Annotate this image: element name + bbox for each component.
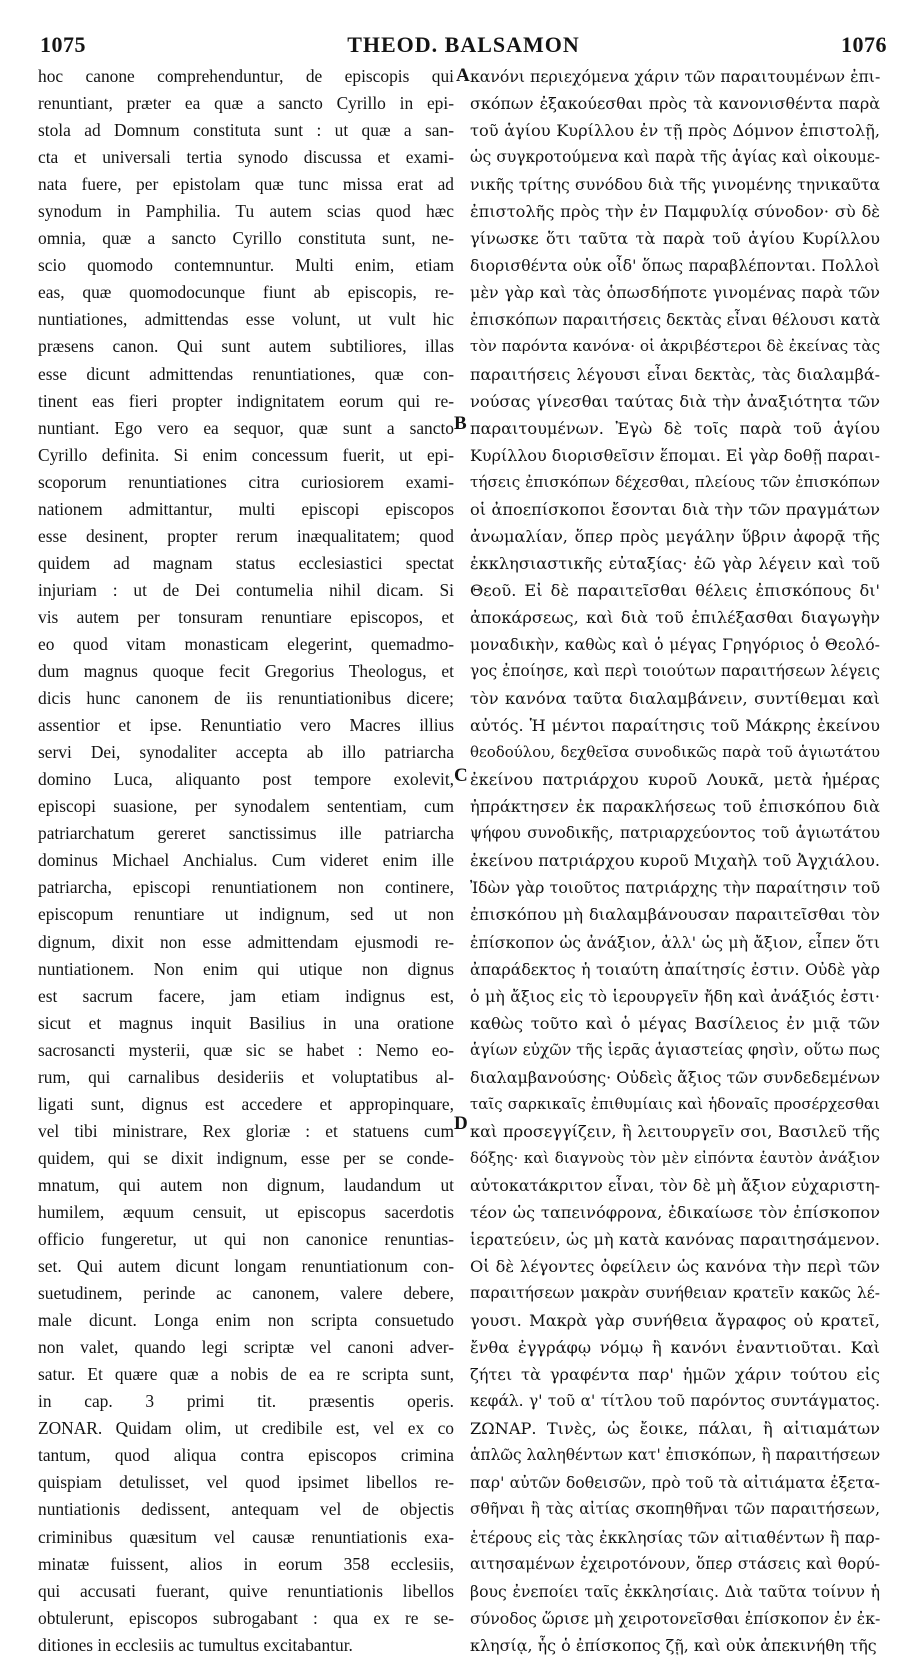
latin-text-line: ditiones in ecclesiis ac tumultus excitabantur. bbox=[38, 1634, 353, 1655]
greek-text-line: ἱερατεύειν, ὡς μὴ κατὰ κανόνας παραιτησάμενον. bbox=[470, 1230, 880, 1250]
greek-text-line: σκόπων ἐξακούεσθαι πρὸς τὰ κανονισθέντα παρὰ bbox=[470, 94, 880, 114]
latin-text-line: patriarcha, episcopi renuntiationem non continere, bbox=[38, 877, 454, 898]
latin-text-line: stola ad Domnum constituta sunt : ut quæ a san- bbox=[38, 120, 454, 141]
latin-text-line: quidem ad magnam status ecclesiastici spectat bbox=[38, 552, 454, 573]
latin-text-line: episcopi suasione, per synodalem sententiam, cum bbox=[38, 796, 454, 817]
greek-text-line: νικῆς τρίτης συνόδου διὰ τῆς γινομένης τηνικαῦτα bbox=[470, 175, 880, 195]
page-number-right: 1076 bbox=[841, 32, 887, 57]
latin-text-line: officio fungeretur, ut qui non canonice renuntias- bbox=[38, 1229, 454, 1250]
greek-text-line: τὸν κανόνα ταῦτα διαλαμβάνειν, συντίθεμαι καὶ bbox=[470, 689, 880, 709]
latin-text-line: domino Luca, aliquanto post tempore exolevit, bbox=[38, 769, 454, 790]
greek-text-line: βους ἐνεποίει ταῖς ἐκκλησίαις. Διὰ ταῦτα τοίνυν ἡ bbox=[470, 1581, 880, 1601]
greek-text-line: τὸν παρόντα κανόνα· οἱ ἀκριβέστεροι δὲ ἐκείνας τὰς bbox=[470, 337, 880, 356]
greek-text-line: γος ἐποίησε, καὶ περὶ τοιούτων παραιτήσεων λέγεις bbox=[470, 662, 880, 681]
greek-text-line: μὲν γὰρ καὶ τὰς ὁπωσδήποτε γινομένας παρὰ τῶν bbox=[470, 283, 880, 303]
greek-text-line: οἱ ἀποεπίσκοποι ἔσονται διὰ τὴν τῶν πραγμάτων bbox=[470, 499, 880, 519]
latin-text-line: nuntiationes, admittendas esse volunt, ut vult hic bbox=[38, 309, 454, 330]
section-marker-b: B bbox=[454, 413, 467, 434]
greek-text-line: μοναδικὴν, καθὼς καὶ ὁ μέγας Γρηγόριος ὁ Θεολό- bbox=[470, 634, 880, 654]
latin-text-line: nuntiationis dedissent, antequam vel de objectis bbox=[38, 1499, 454, 1520]
greek-text-line: ψήφου συνοδικῆς, πατριαρχεύοντος τοῦ ἁγιωτάτου bbox=[470, 824, 880, 843]
greek-text-line: διορισθέντα οὐκ οἶδ' ὅπως παραβλέπονται. Πολλοὶ bbox=[470, 256, 880, 276]
latin-text-line: minatæ fuissent, alios in eorum 358 ecclesiis, bbox=[38, 1553, 454, 1574]
greek-text-line: καὶ προσεγγίζειν, ἢ λειτουργεῖν σοι, Βασιλεῦ τῆς bbox=[470, 1121, 880, 1141]
greek-text-line: τέον ὡς ταπεινόφρονα, ἐδικαίωσε τὸν ἐπίσκοπον bbox=[470, 1202, 880, 1222]
greek-text-line: ἐκείνου πατριάρχου κυροῦ Μιχαὴλ τοῦ Ἀγχιάλου. bbox=[470, 851, 880, 871]
latin-text-line: sicut et magnus inquit Basilius in una oratione bbox=[38, 1012, 454, 1033]
greek-text-line: γουσι. Μακρὰ γὰρ συνήθεια ἄγραφος οὐ κρατεῖ, bbox=[470, 1311, 880, 1331]
greek-text-line: διαλαμβανούσης· Οὐδεὶς ἄξιος τῶν συνδεδεμένων bbox=[470, 1067, 880, 1087]
latin-text-line: renuntiant, præter ea quæ a sancto Cyrillo in epi- bbox=[38, 93, 454, 114]
greek-text-line: παραιτήσεων μακρὰν συνήθειαν κρατεῖν κακῶς λέ- bbox=[470, 1284, 880, 1303]
greek-text-line: ἀπαράδεκτος ἡ τοιαύτη ἀπαίτησίς ἐστιν. Οὐδὲ γὰρ bbox=[470, 959, 880, 979]
latin-text-line: ligati sunt, dignus est accedere et appropinquare, bbox=[38, 1093, 454, 1114]
latin-text-line: dominus Michael Anchialus. Cum videret enim ille bbox=[38, 850, 454, 871]
greek-text-line: Ἰδὼν γὰρ τοιοῦτος πατριάρχης τὴν παραίτησιν τοῦ bbox=[470, 878, 880, 898]
latin-text-line: scoporum renuntiationes citra curiosiorem exami- bbox=[38, 471, 454, 492]
page-number-left: 1075 bbox=[40, 32, 86, 57]
greek-text-line: ἠπράκτησεν ἐκ παρακλήσεως τοῦ ἐπισκόπου διὰ bbox=[470, 797, 880, 817]
greek-text-line: αὐτοκατάκριτον εἶναι, τὸν δὲ μὴ ἄξιον εὐχαριστη- bbox=[470, 1175, 880, 1195]
latin-text-line: synodum in Pamphilia. Tu autem scias quod hæc bbox=[38, 201, 454, 222]
greek-text-line: ΖΩΝΑΡ. Τινὲς, ὡς ἔοικε, πάλαι, ἢ αἰτιαμάτων bbox=[470, 1419, 880, 1439]
greek-text-line: αιτησαμένων ἐχειροτόνουν, ὅπερ στάσεις καὶ θορύ- bbox=[470, 1554, 880, 1573]
greek-text-line: ἐπιστολῆς πρὸς τὴν ἐν Παμφυλίᾳ σύνοδον· σὺ δὲ bbox=[470, 202, 880, 222]
latin-column bbox=[38, 63, 454, 1659]
greek-text-line: καθὼς τοῦτο καὶ ὁ μέγας Βασίλειος ἐν μιᾷ τῶν bbox=[470, 1013, 880, 1033]
latin-text-line: rum, qui carnalibus desideriis et voluptatibus al- bbox=[38, 1066, 454, 1087]
latin-text-line: non valet, quando legi scriptæ vel canoni adver- bbox=[38, 1337, 454, 1358]
latin-text-line: nuntiant. Ego vero ea sequor, quæ sunt a sancto bbox=[38, 417, 454, 438]
greek-text-line: ἐπίσκοπον ὡς ἀνάξιον, ἀλλ' ὡς μὴ ἄξιον, εἶπεν ὅτι bbox=[470, 932, 880, 952]
greek-text-line: ταῖς σαρκικαῖς ἐπιθυμίαις καὶ ἡδοναῖς προσέρχεσθαι bbox=[470, 1094, 880, 1113]
greek-text-line: ὡς συγκροτούμενα καὶ παρὰ τῆς ἁγίας καὶ οἰκουμε- bbox=[470, 148, 880, 167]
greek-text-line: ἔνθα ἐγγράφῳ νόμῳ ἢ κανόνι ἐναντιοῦται. Καὶ bbox=[470, 1338, 880, 1358]
latin-text-line: præsens canon. Qui sunt autem subtiliores, illas bbox=[38, 336, 454, 357]
running-title: THEOD. BALSAMON bbox=[347, 32, 580, 57]
greek-text-line: ἀνωμαλίαν, ὅπερ πρὸς μεγάλην ὕβριν ἀφορᾷ τῆς bbox=[470, 526, 880, 546]
greek-text-line: παραιτήσεις λέγουσι εἶναι δεκτὰς, τὰς διαλαμβά- bbox=[470, 364, 880, 384]
greek-text-line: κεφάλ. γ' τοῦ α' τίτλου τοῦ παρόντος συντάγματος. bbox=[470, 1392, 880, 1411]
latin-text-line: dum magnus quoque fecit Gregorius Theologus, et bbox=[38, 661, 454, 682]
greek-text-line: ἁγίων εὐχῶν τῆς ἱερᾶς ἁγιαστείας φησὶν, οὕτω πως bbox=[470, 1040, 880, 1059]
latin-text-line: vis autem per tonsuram renuntiare episcopos, et bbox=[38, 606, 454, 627]
latin-text-line: sacrosancti mysterii, quæ sic se habet : Nemo eo- bbox=[38, 1039, 454, 1060]
latin-text-line: criminibus quæsitum vel causæ renuntiationis exa- bbox=[38, 1526, 454, 1547]
latin-text-line: quidem, qui se dixit indignum, esse per se conde- bbox=[38, 1147, 454, 1168]
greek-text-line: παρ' αὐτῶν δοθεισῶν, πρὸ τοῦ τὰ αἰτιάματα ἐξετα- bbox=[470, 1473, 880, 1493]
latin-text-line: assentior et ipse. Renuntiatio vero Macres illius bbox=[38, 715, 454, 736]
greek-text-line: Κυρίλλου διορισθεῖσιν ἕπομαι. Εἰ γὰρ δοθῇ παραι- bbox=[470, 445, 880, 465]
latin-text-line: tinent eas fieri propter indignitatem eorum qui re- bbox=[38, 390, 454, 411]
latin-text-line: nata fuere, per epistolam quæ tunc missa erat ad bbox=[38, 174, 454, 195]
latin-text-line: obtulerunt, episcopos subrogabant : qua ex re se- bbox=[38, 1607, 454, 1628]
greek-text-line: Θεοῦ. Εἰ δὲ παραιτεῖσθαι θέλεις ἐπισκόπους δι' bbox=[470, 580, 880, 600]
latin-text-line: eas, quæ quomodocunque fiunt ab episcopis, re- bbox=[38, 282, 454, 303]
greek-text-line: ἐκείνου πατριάρχου κυροῦ Λουκᾶ, μετὰ ἡμέρας bbox=[470, 770, 880, 790]
section-marker-c: C bbox=[454, 765, 468, 786]
latin-text-line: tantum, quod aliqua contra episcopos crimina bbox=[38, 1445, 454, 1466]
greek-text-line: ὁ μὴ ἄξιος εἰς τὸ ἱερουργεῖν ἤδη καὶ ἀνάξιός ἐστι· bbox=[470, 986, 880, 1006]
latin-text-line: est sacrum facere, jam etiam indignus est, bbox=[38, 985, 454, 1006]
greek-text-line: ἑτέρους εἰς τὰς ἐκκλησίας τῶν αἰτιαθέντων ἢ παρ- bbox=[470, 1527, 880, 1547]
latin-text-line: cta et universali tertia synodo discussa et exami- bbox=[38, 147, 454, 168]
greek-text-line: νούσας γίνεσθαι ταύτας διὰ τὴν ἀναξιότητα τῶν bbox=[470, 391, 880, 411]
greek-text-line: ἐπισκόπων παραιτήσεις δεκτὰς εἶναι θέλουσι κατὰ bbox=[470, 310, 880, 330]
latin-text-line: dignum, dixit non esse admittendam ejusmodi re- bbox=[38, 931, 454, 952]
latin-text-line: esse dicunt admittendas renuntiationes, quæ con- bbox=[38, 363, 454, 384]
greek-text-line: ἐκκλησιαστικῆς εὐταξίας· ἐῶ γὰρ λέγειν καὶ τοῦ bbox=[470, 553, 880, 573]
latin-text-line: omnia, quæ a sancto Cyrillo constituta sunt, ne- bbox=[38, 228, 454, 249]
greek-text-line: αὐτός. Ἡ μέντοι παραίτησις τοῦ Μάκρης ἐκείνου bbox=[470, 716, 880, 736]
latin-text-line: nuntiationem. Non enim qui utique non dignus bbox=[38, 958, 454, 979]
section-marker-a: A bbox=[456, 65, 470, 86]
latin-text-line: servi Dei, synodaliter accepta ab illo patriarcha bbox=[38, 742, 454, 763]
greek-column bbox=[470, 63, 880, 1659]
latin-text-line: injuriam : ut de Dei contumelia nihil dicam. Si bbox=[38, 579, 454, 600]
greek-text-line: γίνωσκε ὅτι ταῦτα τὰ παρὰ τοῦ ἁγίου Κυρίλλου bbox=[470, 229, 880, 249]
latin-text-line: quispiam detulisset, vel quod ipsimet libellos re- bbox=[38, 1472, 454, 1493]
greek-text-line: Οἱ δὲ λέγοντες ὀφείλειν ὡς κανόνα τὴν περὶ τῶν bbox=[470, 1257, 880, 1277]
page-header bbox=[40, 32, 887, 62]
greek-text-line: ἐπισκόπου μὴ διαλαμβάνουσαν παραιτεῖσθαι τὸν bbox=[470, 905, 880, 925]
latin-text-line: esse desinent, propter rerum inæqualitatem; quod bbox=[38, 525, 454, 546]
latin-text-line: suetudinem, perinde ac canonem, valere debere, bbox=[38, 1283, 454, 1304]
latin-text-line: mnatum, qui autem non dignum, laudandum ut bbox=[38, 1174, 454, 1195]
greek-text-line: ζήτει τὰ γραφέντα παρ' ἡμῶν χάριν τούτου εἰς bbox=[470, 1365, 880, 1385]
latin-text-line: episcopum renuntiare ut indignum, sed ut non bbox=[38, 904, 454, 925]
latin-text-line: Cyrillo definita. Si enim concessum fuerit, ut epi- bbox=[38, 444, 454, 465]
latin-text-line: dicis hunc canonem de iis renuntiationibus dicere; bbox=[38, 688, 454, 709]
greek-text-line: τοῦ ἁγίου Κυρίλλου ἐν τῇ πρὸς Δόμνον ἐπιστολῇ, bbox=[470, 121, 880, 141]
latin-text-line: patriarchatum gereret sanctissimus ille patriarcha bbox=[38, 823, 454, 844]
greek-text-line: σύνοδος ὥρισε μὴ χειροτονεῖσθαι ἐπίσκοπον ἐν ἐκ- bbox=[470, 1608, 880, 1628]
greek-text-line: δόξης· καὶ διαγνοὺς τὸν μὲν εἰπόντα ἑαυτὸν ἀνάξιον bbox=[470, 1148, 880, 1167]
latin-text-line: nationem admittantur, multi episcopi episcopos bbox=[38, 498, 454, 519]
latin-text-line: in cap. 3 primi tit. præsentis operis. bbox=[38, 1391, 454, 1412]
greek-text-line: κανόνι περιεχόμενα χάριν τῶν παραιτουμένων ἐπι- bbox=[470, 67, 880, 86]
greek-text-line: κλησίᾳ, ἧς ὁ ἐπίσκοπος ζῇ, καὶ οὐκ ἀπεκινήθη τῆς bbox=[470, 1635, 877, 1655]
latin-text-line: scio quomodo contemnuntur. Multi enim, etiam bbox=[38, 255, 454, 276]
latin-text-line: vel tibi ministrare, Rex gloriæ : et statuens cum bbox=[38, 1120, 454, 1141]
greek-text-line: θεοδούλου, δεχθεῖσα συνοδικῶς παρὰ τοῦ ἁγιωτάτου bbox=[470, 743, 880, 762]
latin-text-line: ZONAR. Quidam olim, ut credibile est, vel ex co bbox=[38, 1418, 454, 1439]
section-marker-d: D bbox=[454, 1113, 468, 1134]
latin-text-line: hoc canone comprehenduntur, de episcopis qui bbox=[38, 66, 454, 86]
latin-text-line: satur. Et quære quæ a nobis de ea re scripta sunt, bbox=[38, 1364, 454, 1385]
greek-text-line: παραιτουμένων. Ἐγὼ δὲ τοῖς παρὰ τοῦ ἁγίου bbox=[470, 418, 880, 438]
latin-text-line: qui accusati fuerant, quive renuntiationis libellos bbox=[38, 1580, 454, 1601]
greek-text-line: τήσεις ἐπισκόπων δέχεσθαι, πλείους τῶν ἐπισκόπων bbox=[470, 472, 880, 491]
latin-text-line: eo quod vitam monasticam elegerint, quemadmo- bbox=[38, 633, 454, 654]
latin-text-line: male dicunt. Longa enim non scripta consuetudo bbox=[38, 1310, 454, 1331]
greek-text-line: ἁπλῶς λαληθέντων κατ' ἐπισκόπων, ἢ παραιτήσεων bbox=[470, 1446, 880, 1465]
greek-text-line: σθῆναι ἢ τὰς αἰτίας σκοπηθῆναι τῶν παραιτήσεων, bbox=[470, 1500, 880, 1519]
latin-text-line: set. Qui autem dicunt longam renuntiationum con- bbox=[38, 1256, 454, 1277]
greek-text-line: ἀποκάρσεως, καὶ διὰ τοῦ ἐπιλέξασθαι διαγωγὴν bbox=[470, 607, 880, 627]
latin-text-line: humilem, æquum censuit, ut episcopus sacerdotis bbox=[38, 1201, 454, 1222]
